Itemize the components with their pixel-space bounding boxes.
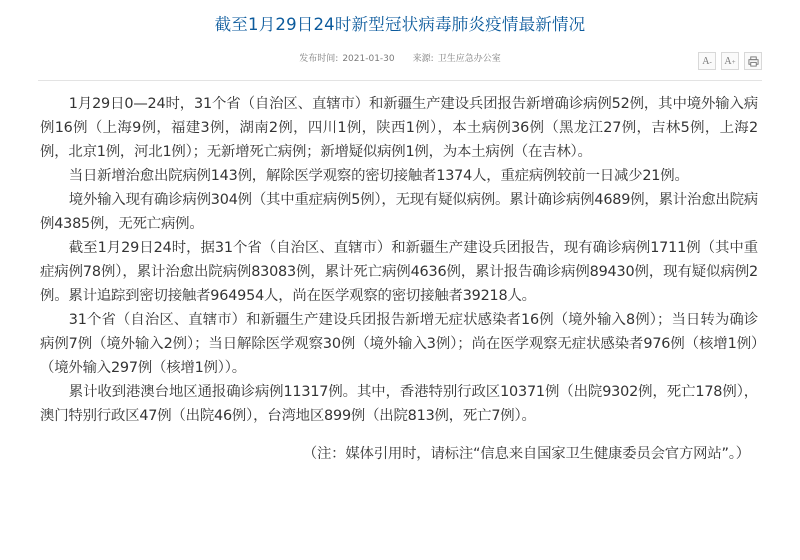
print-icon [748,56,759,67]
header-divider [38,80,762,81]
paragraph: 截至1月29日24时，据31个省（自治区、直辖市）和新疆生产建设兵团报告，现有确诊病例1711例（其中重症病例78例），累计治愈出院病例83083例，累计死亡病例4636例，累计报告确诊病例89430例，现有疑似病例2例。累计追踪到密切接触者964954人，尚在医学观察的密切接触者39218人。 [40,240,758,304]
article-title: 截至1月29日24时新型冠状病毒肺炎疫情最新情况 [214,15,586,34]
font-decrease-icon: A- [702,55,712,67]
article-body [40,92,758,466]
paragraph: 境外输入现有确诊病例304例（其中重症病例5例），无现有疑似病例。累计确诊病例4689例，累计治愈出院病例4385例，无死亡病例。 [40,192,758,232]
font-increase-icon: A+ [724,55,736,67]
font-decrease-button[interactable] [698,52,716,70]
paragraph: 31个省（自治区、直辖市）和新疆生产建设兵团报告新增无症状感染者16例（境外输入8例）；当日转为确诊病例7例（境外输入2例）；当日解除医学观察30例（境外输入3例）；尚在医学观察无症状感染者976例（核增1例）（境外输入297例（核增1例））。 [40,312,758,376]
font-increase-button[interactable] [721,52,739,70]
media-citation-note: （注：媒体引用时，请标注“信息来自国家卫生健康委员会官方网站”。） [302,446,750,462]
publish-date: 2021-01-30 [342,54,395,64]
source-label: 来源: [412,54,434,64]
paragraph: 1月29日0—24时，31个省（自治区、直辖市）和新疆生产建设兵团报告新增确诊病例52例，其中境外输入病例16例（上海9例，福建3例，湖南2例，四川1例，陕西1例），本土病例36例（黑龙江27例，吉林5例，上海2例，北京1例，河北1例）；无新增死亡病例；新增疑似病例1例，为本土病例（在吉林）。 [40,96,758,160]
publish-label: 发布时间: [299,54,339,64]
paragraph: 累计收到港澳台地区通报确诊病例11317例。其中，香港特别行政区10371例（出院9302例，死亡178例），澳门特别行政区47例（出院46例），台湾地区899例（出院813例，死亡7例）。 [40,384,758,424]
paragraph: 当日新增治愈出院病例143例，解除医学观察的密切接触者1374人，重症病例较前一日减少21例。 [68,168,689,184]
print-button[interactable] [744,52,762,70]
article-toolbar [698,52,762,72]
article-meta [0,52,800,66]
source-name: 卫生应急办公室 [437,54,501,64]
